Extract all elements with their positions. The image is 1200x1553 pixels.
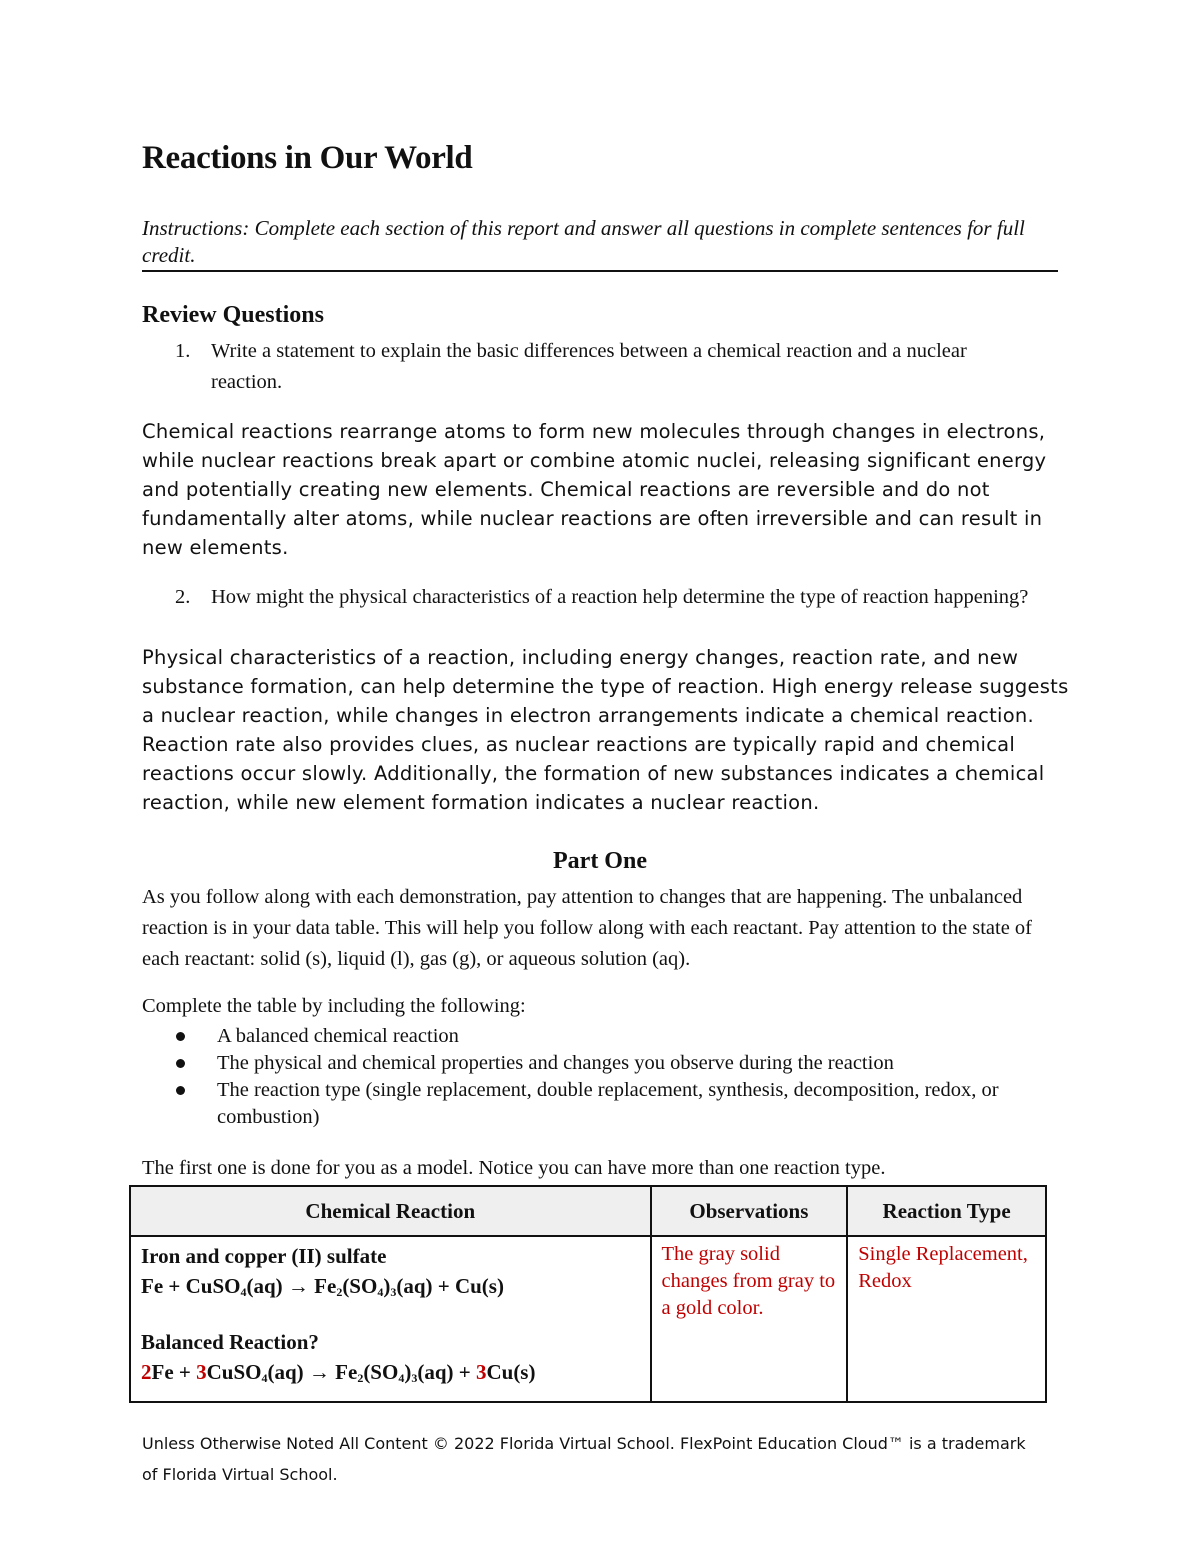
list-item <box>142 1077 1042 1131</box>
requirements-list <box>142 1023 1042 1131</box>
divider-rule <box>142 270 1058 272</box>
instructions-text: Instructions: Complete each section of this report and answer all questions in complete sentences for full credit. <box>142 216 1025 267</box>
cell-chemical-reaction <box>130 1236 651 1402</box>
cell-reaction-type <box>847 1236 1046 1402</box>
question-2-text: How might the physical characteristics of a reaction help determine the type of reaction happening? <box>211 586 1029 608</box>
header-observations: Observations <box>651 1186 848 1236</box>
balanced-reaction-label: Balanced Reaction? <box>141 1330 319 1354</box>
page-title: Reactions in Our World <box>142 140 473 176</box>
balanced-equation: 2Fe + 3CuSO$_4$(aq) → $Fe_2(SO_4)_3(aq) + 3Cu(s)$ <box>141 1360 536 1385</box>
part-one-paragraph: As you follow along with each demonstration, pay attention to changes that are happening. The unbalanced reaction is in your data table. This will help you follow along with each reactant. Pay attention to the state of each reactant: solid (s), liquid (l), gas (g), or aqueous solution (aq). <box>142 886 1032 970</box>
coefficient: 3 <box>196 1360 207 1384</box>
part-one-heading: Part One <box>553 848 647 874</box>
question-1-number: 1. <box>175 340 191 362</box>
table-header-row <box>130 1186 1046 1236</box>
list-item <box>142 1023 1042 1050</box>
unbalanced-equation: Fe + CuSO$_4$(aq) → $Fe_2(SO_4)_3(aq) + Cu(s)$ <box>141 1274 504 1299</box>
question-2 <box>175 582 1051 613</box>
cell-observations <box>651 1236 848 1402</box>
header-reaction-type: Reaction Type <box>847 1186 1046 1236</box>
header-chemical-reaction: Chemical Reaction <box>130 1186 651 1236</box>
observations-text: The gray solid changes from gray to a gold color. <box>661 1243 836 1319</box>
coefficient: 2 <box>141 1360 152 1384</box>
reaction-name: Iron and copper (II) sulfate <box>141 1244 387 1268</box>
list-item-text: A balanced chemical reaction <box>217 1025 459 1047</box>
coefficient: 3 <box>475 1360 487 1384</box>
copyright-footer: Unless Otherwise Noted All Content © 2022 Florida Virtual School. FlexPoint Education Cloud™ is a trademark of Florida Virtual School. <box>142 1434 1026 1484</box>
complete-table-label: Complete the table by including the following: <box>142 995 526 1017</box>
bullet-icon <box>176 1086 185 1095</box>
reaction-table <box>129 1185 1047 1403</box>
question-2-number: 2. <box>175 586 191 608</box>
question-1 <box>175 336 1031 398</box>
bullet-icon <box>176 1059 185 1068</box>
review-questions-heading: Review Questions <box>142 302 324 328</box>
answer-1: Chemical reactions rearrange atoms to form new molecules through changes in electrons, while nuclear reactions break apart or combine atomic nuclei, releasing significant energy and potentially creating new elements. Chemical reactions are reversible and do not fundamentally alter atoms, while nuclear reactions are often irreversible and can result in new elements. <box>142 420 1047 559</box>
answer-2: Physical characteristics of a reaction, including energy changes, reaction rate, and new substance formation, can help determine the type of reaction. High energy release suggests a nuclear reaction, while changes in electron arrangements indicate a chemical reaction. Reaction rate also provides clues, as nuclear reactions are typically rapid and chemical reactions occur slowly. Additionally, the formation of new substances indicates a chemical reaction, while new element formation indicates a nuclear reaction. <box>142 646 1069 814</box>
bullet-icon <box>176 1032 185 1041</box>
list-item <box>142 1050 1042 1077</box>
list-item-text: The physical and chemical properties and changes you observe during the reaction <box>217 1052 894 1074</box>
table-row <box>130 1236 1046 1402</box>
spacer <box>141 1301 640 1327</box>
list-item-text: The reaction type (single replacement, double replacement, synthesis, decomposition, redox, or combustion) <box>217 1079 999 1128</box>
reaction-type-text: Single Replacement, Redox <box>858 1243 1028 1292</box>
model-note: The first one is done for you as a model. Notice you can have more than one reaction type. <box>142 1157 886 1179</box>
question-1-text: Write a statement to explain the basic differences between a chemical reaction and a nuclear reaction. <box>211 340 967 393</box>
